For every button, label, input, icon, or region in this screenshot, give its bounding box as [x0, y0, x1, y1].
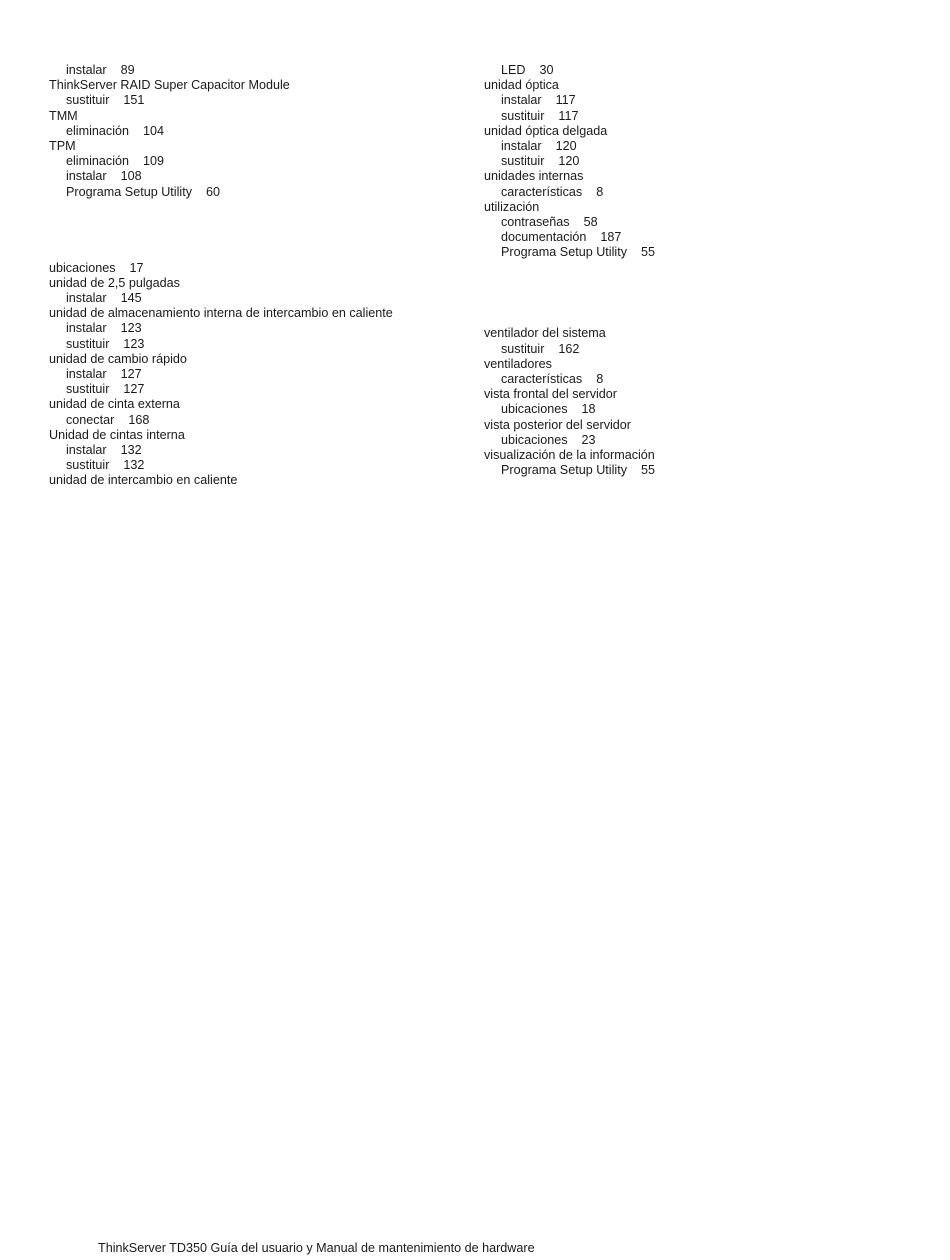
- index-entry: [49, 139, 469, 154]
- index-term: unidad de cinta externa: [49, 397, 180, 412]
- index-subentry: [484, 463, 904, 478]
- index-subentry: [484, 372, 904, 387]
- index-entry: [484, 169, 904, 184]
- index-term: unidad de 2,5 pulgadas: [49, 275, 180, 290]
- index-term: vista frontal del servidor: [484, 387, 617, 402]
- index-term: ThinkServer RAID Super Capacitor Module: [49, 78, 290, 93]
- index-page-number: 117: [558, 108, 579, 123]
- index-column-left: [49, 63, 469, 489]
- index-page-number: 132: [123, 458, 145, 473]
- index-term: características: [501, 184, 583, 199]
- index-term: instalar: [66, 321, 107, 336]
- index-entry: [484, 200, 904, 215]
- index-term: TMM: [49, 108, 78, 123]
- index-subentry: [484, 139, 904, 154]
- index-subentry: [484, 215, 904, 230]
- index-page-number: 127: [120, 367, 142, 381]
- index-term: instalar: [66, 442, 107, 457]
- index-entry: [49, 109, 469, 124]
- index-term: contraseñas: [501, 214, 570, 229]
- index-term: instalar: [66, 63, 107, 77]
- index-term: ventiladores: [484, 356, 552, 371]
- index-subentry: [484, 185, 904, 200]
- index-subentry: [49, 382, 469, 397]
- index-term: sustituir: [66, 382, 110, 397]
- index-page-number: 8: [596, 372, 604, 386]
- index-subentry: [484, 230, 904, 245]
- index-page-number: 8: [596, 184, 604, 199]
- index-term: Unidad de cintas interna: [49, 427, 185, 442]
- index-entry: [484, 448, 904, 463]
- index-term: instalar: [66, 169, 107, 184]
- index-term: LED: [501, 63, 526, 77]
- index-page-number: 168: [128, 412, 150, 427]
- index-term: instalar: [501, 93, 542, 108]
- index-entry: [49, 473, 469, 488]
- section-gap: [49, 200, 469, 261]
- index-page-number: 117: [555, 93, 576, 108]
- index-term: sustituir: [501, 108, 545, 123]
- index-term: unidad óptica: [484, 78, 559, 93]
- index-entry: [49, 397, 469, 412]
- index-subentry: [49, 367, 469, 382]
- index-term: TPM: [49, 138, 76, 153]
- index-subentry: [49, 291, 469, 306]
- index-term: ubicaciones: [49, 260, 116, 275]
- index-term: conectar: [66, 412, 115, 427]
- index-section-v: [484, 326, 904, 478]
- index-subentry: [49, 93, 469, 108]
- index-page-number: 162: [558, 341, 580, 356]
- index-entry: [49, 261, 469, 276]
- index-subentry: [484, 154, 904, 169]
- index-term: características: [501, 372, 583, 386]
- index-term: instalar: [66, 367, 107, 381]
- index-term: unidad de intercambio en caliente: [49, 473, 238, 488]
- index-subentry: [484, 109, 904, 124]
- index-page-number: 187: [600, 230, 622, 245]
- index-subentry: [49, 154, 469, 169]
- index-section-t: [49, 63, 469, 200]
- index-page-number: 104: [143, 123, 165, 138]
- index-term: sustituir: [66, 458, 110, 473]
- index-entry: [484, 418, 904, 433]
- index-page-number: 145: [120, 291, 142, 306]
- index-subentry: [484, 402, 904, 417]
- index-page-number: 109: [143, 154, 165, 169]
- index-entry: [484, 326, 904, 341]
- index-page-number: 120: [558, 154, 580, 169]
- index-subentry: [49, 443, 469, 458]
- index-page-number: 23: [581, 432, 596, 447]
- index-term: instalar: [66, 291, 107, 306]
- index-page-number: 120: [555, 138, 577, 153]
- section-gap: [484, 260, 904, 326]
- index-page-number: 55: [641, 463, 656, 478]
- index-page-number: 18: [581, 402, 596, 417]
- index-term: sustituir: [501, 154, 545, 169]
- index-subentry: [49, 169, 469, 184]
- index-term: ubicaciones: [501, 402, 568, 417]
- index-subentry: [484, 433, 904, 448]
- index-subentry: [484, 63, 904, 78]
- index-page-number: 60: [206, 184, 221, 199]
- index-subentry: [49, 63, 469, 78]
- index-term: documentación: [501, 230, 587, 245]
- index-entry: [49, 276, 469, 291]
- index-subentry: [49, 321, 469, 336]
- index-term: visualización de la información: [484, 447, 655, 462]
- index-page-number: 127: [123, 382, 145, 397]
- index-term: unidades internas: [484, 169, 584, 184]
- index-section-u-continued: [484, 63, 904, 260]
- index-page-number: 55: [641, 245, 656, 260]
- index-subentry: [49, 124, 469, 139]
- index-term: Programa Setup Utility: [501, 463, 627, 478]
- index-page-number: 108: [120, 169, 142, 184]
- index-term: instalar: [501, 138, 542, 153]
- page-footer: ThinkServer TD350 Guía del usuario y Manual de mantenimiento de hardware: [98, 1241, 535, 1255]
- index-subentry: [49, 413, 469, 428]
- index-term: Programa Setup Utility: [66, 184, 192, 199]
- index-entry: [49, 78, 469, 93]
- index-page-number: 123: [123, 336, 145, 351]
- index-term: eliminación: [66, 154, 129, 169]
- index-subentry: [49, 337, 469, 352]
- index-term: sustituir: [66, 93, 110, 108]
- index-subentry: [484, 342, 904, 357]
- index-subentry: [484, 93, 904, 108]
- index-subentry: [49, 458, 469, 473]
- index-section-u: [49, 261, 469, 489]
- index-entry: [484, 387, 904, 402]
- index-term: unidad de cambio rápido: [49, 351, 187, 366]
- index-page-number: 17: [129, 260, 144, 275]
- index-term: eliminación: [66, 123, 129, 138]
- index-page-number: 151: [123, 93, 145, 108]
- index-page-number: 58: [583, 214, 598, 229]
- index-term: sustituir: [66, 336, 110, 351]
- index-term: sustituir: [501, 341, 545, 356]
- index-term: unidad de almacenamiento interna de intercambio en caliente: [49, 306, 393, 321]
- index-page-number: 123: [120, 321, 142, 336]
- index-term: ventilador del sistema: [484, 326, 606, 341]
- index-entry: [484, 78, 904, 93]
- index-page-number: 30: [539, 63, 554, 77]
- index-entry: [484, 357, 904, 372]
- index-entry: [49, 428, 469, 443]
- index-entry: [49, 306, 469, 321]
- index-entry: [49, 352, 469, 367]
- index-page-number: 89: [120, 63, 135, 77]
- index-term: ubicaciones: [501, 432, 568, 447]
- index-term: Programa Setup Utility: [501, 245, 627, 260]
- index-column-right: [484, 63, 904, 478]
- index-term: utilización: [484, 199, 540, 214]
- index-page-number: 132: [120, 442, 142, 457]
- index-subentry: [49, 185, 469, 200]
- index-subentry: [484, 245, 904, 260]
- index-term: vista posterior del servidor: [484, 417, 631, 432]
- index-term: unidad óptica delgada: [484, 123, 608, 138]
- index-entry: [484, 124, 904, 139]
